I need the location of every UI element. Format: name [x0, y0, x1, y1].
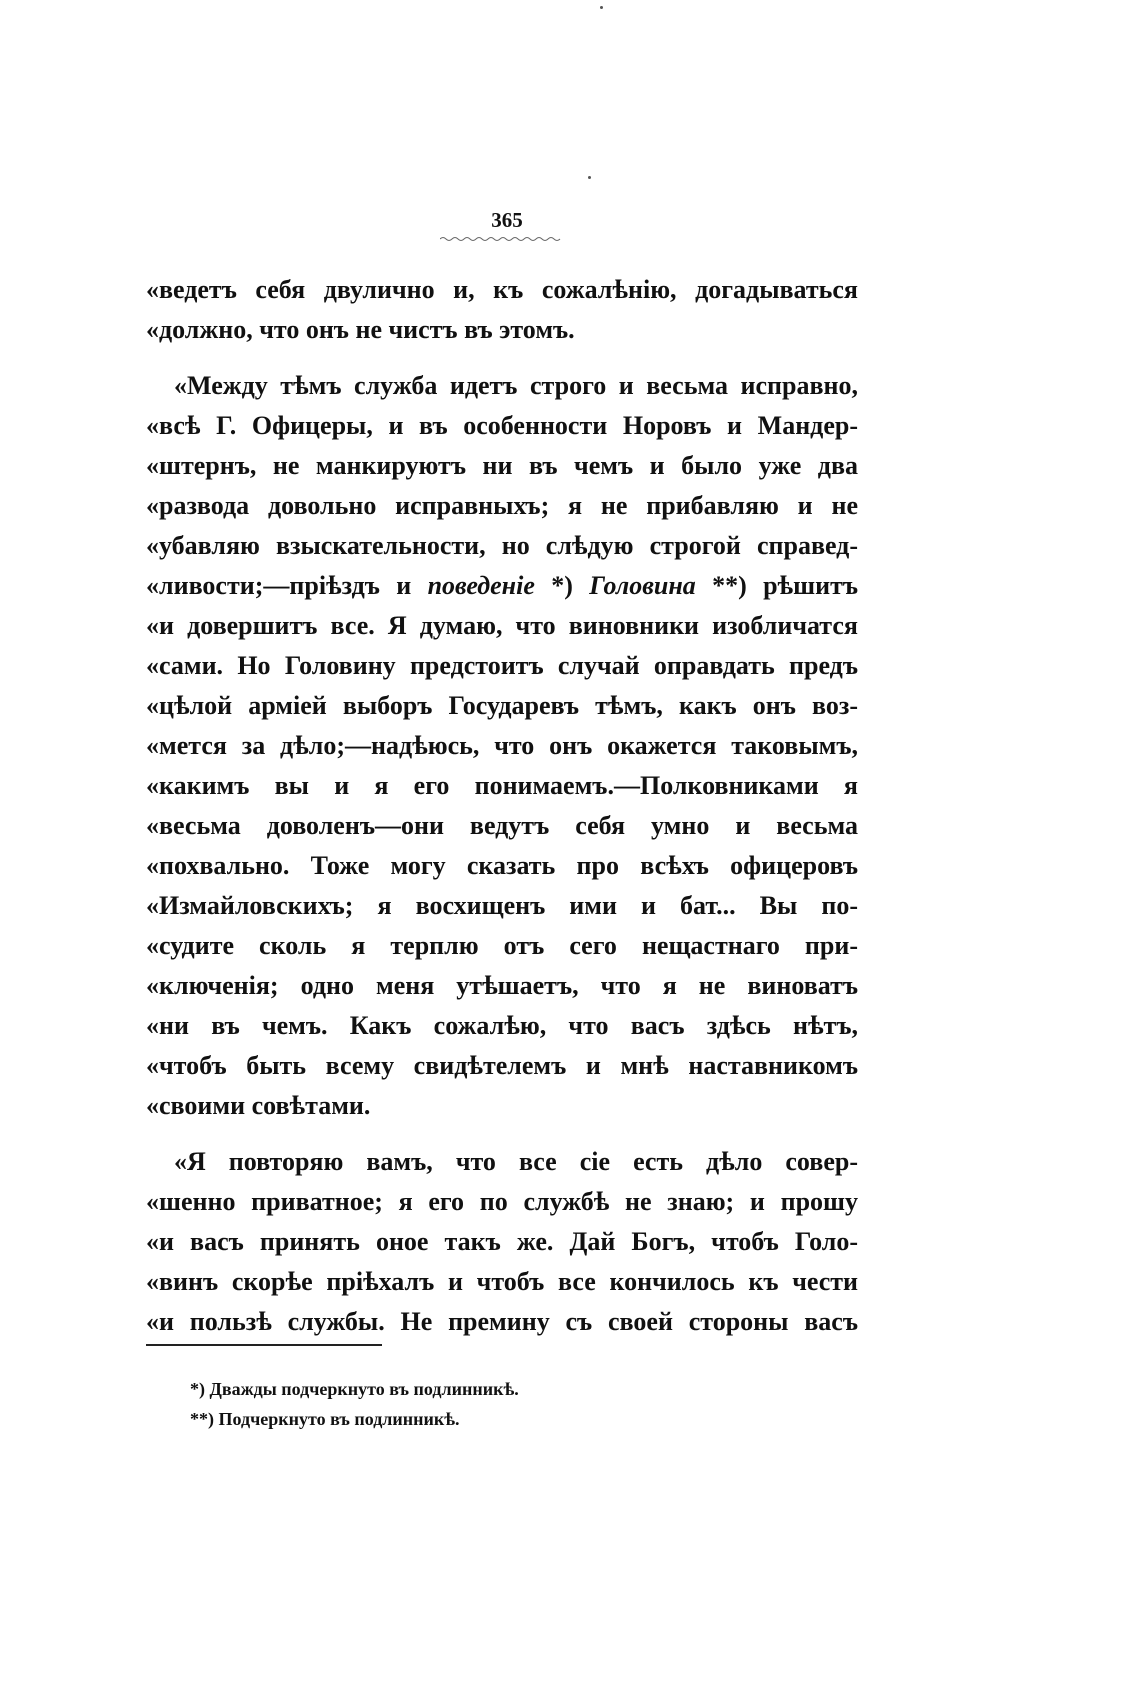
paragraph-gap: [146, 1126, 858, 1142]
text-line: «мется за дѣло;—надѣюсь, что онъ окажется таковымъ,: [146, 731, 858, 760]
text-line: «ключенія; одно меня утѣшаетъ, что я не виноватъ: [146, 971, 858, 1000]
page-number-ornament: [440, 236, 564, 242]
footnotes: [190, 1374, 890, 1434]
page-number: 365: [491, 208, 523, 232]
body-text: [146, 270, 858, 1342]
footnote-marker: *): [551, 571, 573, 600]
text-line: «ни въ чемъ. Какъ сожалѣю, что васъ здѣсь нѣтъ,: [146, 1011, 858, 1040]
text-line: «своими совѣтами.: [146, 1091, 371, 1120]
emphasized-name: Головина: [589, 571, 696, 600]
text-line: «похвально. Тоже могу сказать про всѣхъ офицеровъ: [146, 851, 858, 880]
footnote: *) Дважды подчеркнуто въ подлинникѣ.: [190, 1379, 519, 1399]
text-line: «должно, что онъ не чистъ въ этомъ.: [146, 315, 575, 344]
text-line: «чтобъ быть всему свидѣтелемъ и мнѣ наставникомъ: [146, 1051, 858, 1080]
text-line: «какимъ вы и я его понимаемъ.—Полковниками я: [146, 771, 858, 800]
emphasized-word: поведеніе: [427, 571, 535, 600]
text-line: «и васъ принять оное такъ же. Дай Богъ, чтобъ Голо-: [146, 1227, 858, 1256]
line-segment: **) рѣшитъ: [712, 571, 858, 600]
text-line: «всѣ Г. Офицеры, и въ особенности Норовъ и Мандер-: [146, 411, 858, 440]
text-line: «развода довольно исправныхъ; я не прибавляю и не: [146, 491, 858, 520]
footnote-divider: [146, 1344, 382, 1346]
text-line: «убавляю взыскательности, но слѣдую строгой справед-: [146, 531, 858, 560]
text-line: «Я повторяю вамъ, что все сіе есть дѣло совер-: [174, 1147, 858, 1176]
ink-speck: [588, 176, 591, 179]
text-line: «судите сколь я терплю отъ сего нещастнаго при-: [146, 931, 858, 960]
text-line: «и пользѣ службы. Не премину съ своей стороны васъ: [146, 1307, 858, 1336]
text-line: «сами. Но Головину предстоитъ случай оправдать предъ: [146, 651, 858, 680]
text-line: «весьма доволенъ—они ведутъ себя умно и весьма: [146, 811, 858, 840]
text-line: «винъ скорѣе пріѣхалъ и чтобъ все кончилось къ чести: [146, 1267, 858, 1296]
text-line: «Измайловскихъ; я восхищенъ ими и бат... Вы по-: [146, 891, 858, 920]
ink-speck: [600, 6, 603, 9]
text-line: «Между тѣмъ служба идетъ строго и весьма исправно,: [174, 371, 858, 400]
text-line: «штернъ, не манкируютъ ни въ чемъ и было уже два: [146, 451, 858, 480]
text-line: «шенно приватное; я его по службѣ не знаю; и прошу: [146, 1187, 858, 1216]
text-line-with-emphasis: [146, 566, 858, 606]
line-segment: «ливости;—пріѣздъ и: [146, 571, 412, 600]
text-line: «и довершитъ все. Я думаю, что виновники изобличатся: [146, 611, 858, 640]
paragraph-gap: [146, 350, 858, 366]
text-line: «цѣлой арміей выборъ Государевъ тѣмъ, какъ онъ воз-: [146, 691, 858, 720]
footnote: **) Подчеркнуто въ подлинникѣ.: [190, 1409, 460, 1429]
text-line: «ведетъ себя двулично и, къ сожалѣнію, догадываться: [146, 275, 858, 304]
